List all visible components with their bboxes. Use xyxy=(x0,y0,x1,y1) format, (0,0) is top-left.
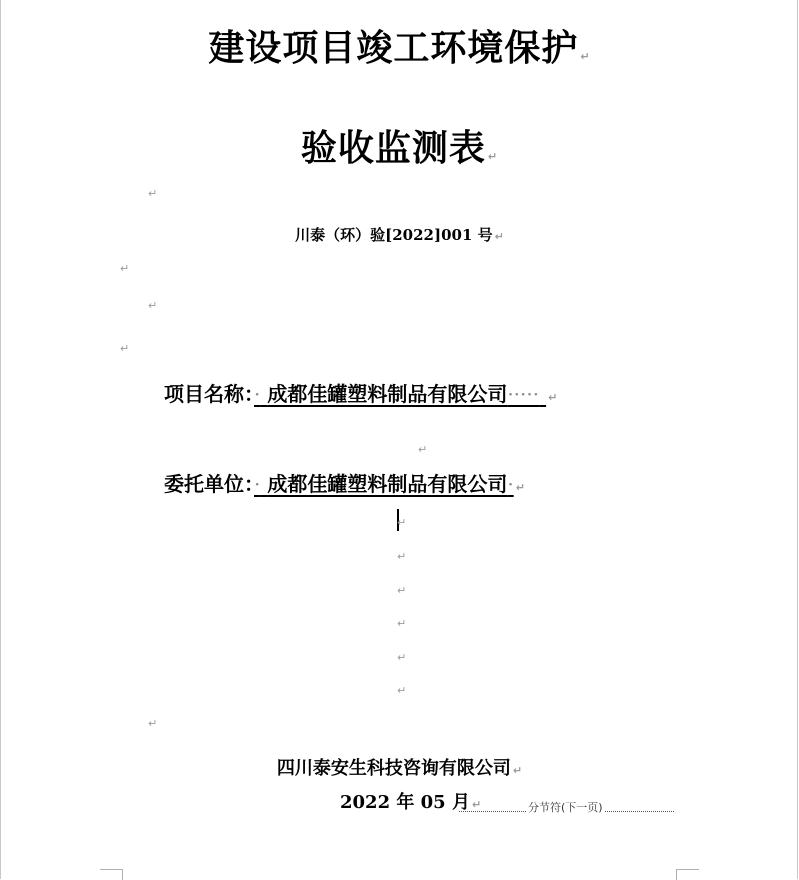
project-name-field[interactable]: 项目名称：· 成都佳罐塑料制品有限公司····· ↵ xyxy=(164,382,558,406)
client-unit-field[interactable]: 委托单位：· 成都佳罐塑料制品有限公司· ↵ xyxy=(164,472,525,496)
crop-mark-left xyxy=(100,869,123,880)
document-date: 2022 年 05 月 ↵ xyxy=(340,792,482,813)
paragraph-mark: ↵ xyxy=(397,550,407,563)
project-name-value[interactable]: · 成都佳罐塑料制品有限公司····· xyxy=(254,382,540,406)
paragraph-mark: ↵ xyxy=(397,516,407,529)
title-line-1: 建设项目竣工环境保护 ↵ xyxy=(208,27,591,69)
paragraph-mark: ↵ xyxy=(397,651,407,664)
paragraph-mark: ↵ xyxy=(120,342,130,355)
crop-mark-right xyxy=(676,869,699,880)
title-line-2: 验收监测表 ↵ xyxy=(300,127,499,169)
paragraph-mark: ↵ xyxy=(397,617,407,630)
paragraph-mark: ↵ xyxy=(148,299,158,312)
paragraph-mark: ↵ xyxy=(397,684,407,697)
document-number: 川泰（环）验[2022]001 号 ↵ xyxy=(295,226,504,244)
paragraph-mark: ↵ xyxy=(418,443,428,456)
paragraph-mark: ↵ xyxy=(120,262,130,275)
paragraph-mark: ↵ xyxy=(148,187,158,200)
section-break-marker: 分节符(下一页) xyxy=(459,799,674,812)
client-unit-value[interactable]: · 成都佳罐塑料制品有限公司· xyxy=(254,472,514,496)
paragraph-mark: ↵ xyxy=(397,584,407,597)
company-name: 四川泰安生科技咨询有限公司 ↵ xyxy=(276,758,523,779)
paragraph-mark: ↵ xyxy=(148,717,158,730)
project-name-label: 项目名称： xyxy=(164,382,254,406)
client-unit-label: 委托单位： xyxy=(164,472,254,496)
